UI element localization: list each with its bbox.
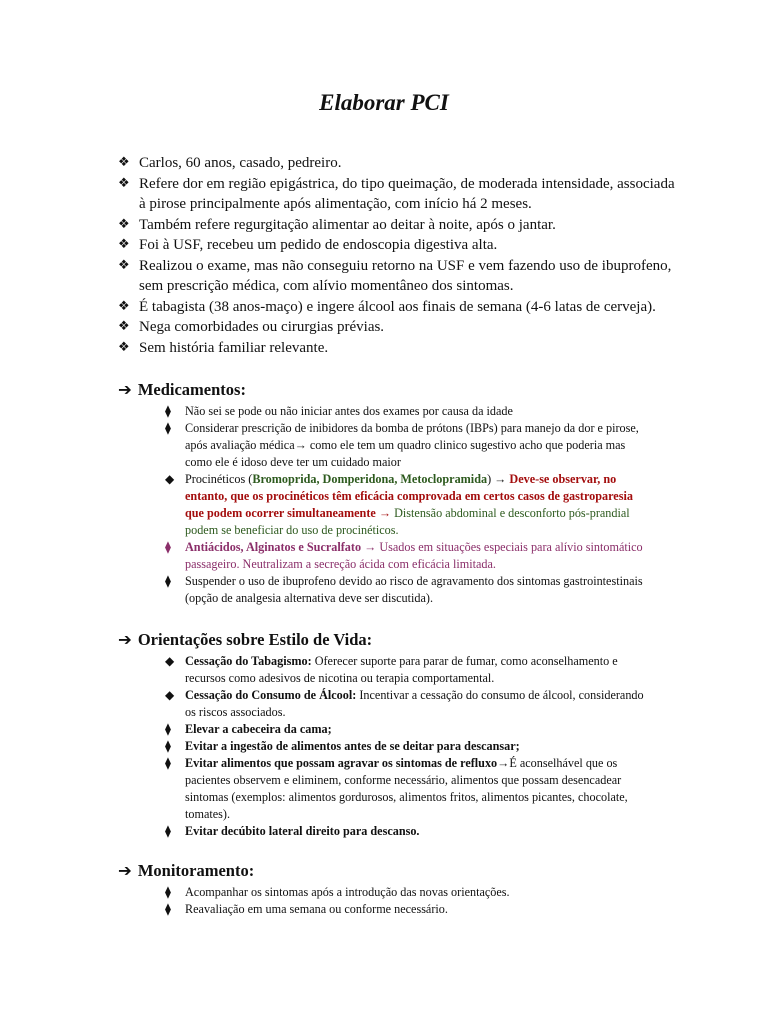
item-title: Cessação do Tabagismo: — [185, 654, 312, 668]
list-item-antacids — [165, 539, 651, 573]
arrow-icon: ➔ — [118, 861, 132, 880]
section-heading-monitoramento — [118, 860, 678, 882]
prokinetic-warning: Deve-se observar, no entanto, que os procinéticos têm eficácia comprovada em certos casos de gastroparesia que podem ocorrer simultaneamente → — [185, 472, 633, 520]
section-monitoramento — [118, 860, 678, 918]
case-item: ❖ Carlos, 60 anos, casado, pedreiro. — [118, 153, 678, 174]
case-item: ❖ Refere dor em região epigástrica, do tipo queimação, de moderada intensidade, associada à pirose principalmente após alimentação, com início há 2 meses. — [118, 174, 678, 215]
section-medicamentos — [118, 379, 678, 607]
list-item: ⧫ Reavaliação em uma semana ou conforme necessário. — [165, 901, 651, 918]
item-title: Evitar decúbito lateral direito para descanso. — [185, 824, 420, 838]
medicamentos-list — [165, 403, 651, 607]
document-title: Elaborar PCI — [319, 90, 449, 115]
item-text: Procinéticos ( — [185, 472, 253, 486]
item-title: Evitar a ingestão de alimentos antes de se deitar para descansar; — [185, 739, 520, 753]
list-item — [165, 738, 651, 755]
heading-text: Medicamentos: — [137, 380, 246, 399]
prokinetic-drugs: Bromoprida, Domperidona, Metoclopramida — [252, 472, 488, 486]
case-item: ❖ Foi à USF, recebeu um pedido de endoscopia digestiva alta. — [118, 235, 678, 256]
section-estilo-de-vida — [118, 629, 678, 840]
item-text: Oferecer suporte para parar de fumar, como aconselhamento e recursos como adesivos de nicotina ou terapia comportamental. — [185, 654, 618, 685]
list-item: ⧫ Não sei se pode ou não iniciar antes dos exames por causa da idade — [165, 403, 651, 420]
item-text: Incentivar a cessação do consumo de álcool, considerando os riscos associados. — [185, 688, 644, 719]
list-item: ⧫ Suspender o uso de ibuprofeno devido ao risco de agravamento dos sintomas gastrointestinais (opção de analgesia alternativa deve ser discutida). — [165, 573, 651, 607]
item-text: ) → — [487, 472, 510, 486]
monitoramento-list — [165, 884, 651, 918]
arrow-icon: ➔ — [118, 630, 132, 649]
section-heading-medicamentos — [118, 379, 678, 401]
item-title: Elevar a cabeceira da cama; — [185, 722, 332, 736]
estilo-list — [165, 653, 651, 840]
list-item — [165, 823, 651, 840]
list-item — [165, 687, 651, 721]
case-item: ❖ Nega comorbidades ou cirurgias prévias. — [118, 317, 678, 338]
list-item — [165, 721, 651, 738]
item-text: →É aconselhável que os pacientes observem e eliminem, conforme necessário, alimentos que possam desencadear sintomas (exemplos: alimentos gordurosos, alimentos fritos, alimentos picantes, chocolate, tomates). — [185, 756, 628, 821]
list-item — [165, 755, 651, 823]
list-item: ⧫ Acompanhar os sintomas após a introdução das novas orientações. — [165, 884, 651, 901]
arrow-icon: ➔ — [118, 380, 132, 399]
list-item: ⧫ Considerar prescrição de inibidores da bomba de prótons (IBPs) para manejo da dor e pirose, após avaliação médica→ como ele tem um quadro clinico sugestivo acho que poderia mas como ele é idoso deve ter um cuidado maior — [165, 420, 651, 471]
case-summary-list — [118, 153, 678, 358]
antacid-drugs: Antiácidos, Alginatos e Sucralfato — [185, 540, 362, 554]
list-item-prokinetics — [165, 471, 651, 539]
prokinetic-note: Distensão abdominal e desconforto pós-prandial podem se beneficiar do uso de procinéticos. — [185, 506, 630, 537]
list-item — [165, 653, 651, 687]
heading-text: Orientações sobre Estilo de Vida: — [137, 630, 373, 649]
case-item: ❖ Também refere regurgitação alimentar ao deitar à noite, após o jantar. — [118, 215, 678, 236]
case-item: ❖ Sem história familiar relevante. — [118, 338, 678, 359]
antacid-note: → Usados em situações especiais para alívio sintomático passageiro. Neutralizam a secreção ácida com eficácia limitada. — [185, 540, 643, 571]
case-item: ❖ Realizou o exame, mas não conseguiu retorno na USF e vem fazendo uso de ibuprofeno, sem prescrição médica, com alívio momentâneo dos sintomas. — [118, 256, 678, 297]
item-title: Cessação do Consumo de Álcool: — [185, 688, 357, 702]
heading-text: Monitoramento: — [137, 861, 255, 880]
case-item: ❖ É tabagista (38 anos-maço) e ingere álcool aos finais de semana (4-6 latas de cerveja). — [118, 297, 678, 318]
item-title: Evitar alimentos que possam agravar os sintomas de refluxo — [185, 756, 498, 770]
section-heading-estilo — [118, 629, 678, 651]
